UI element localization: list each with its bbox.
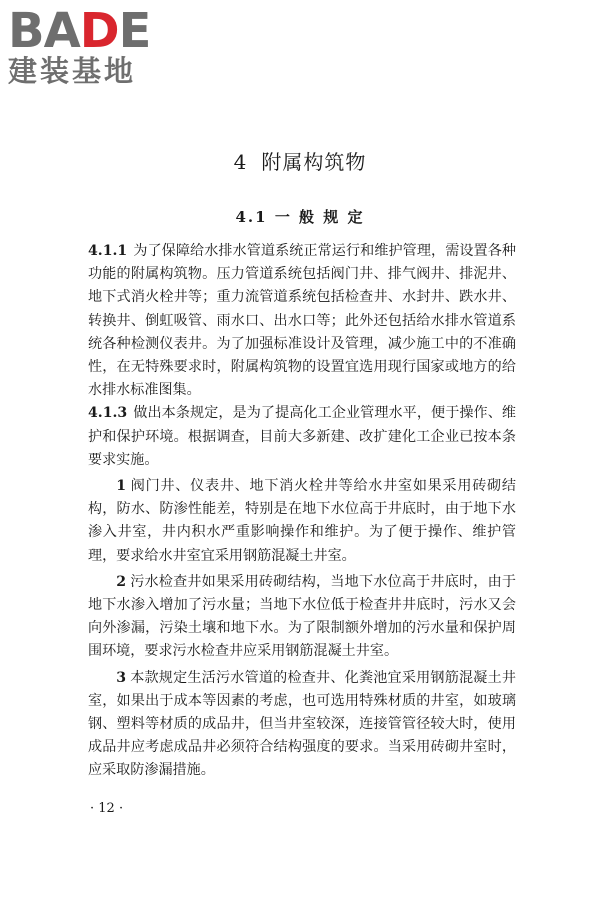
logo-wordmark-accent: D	[79, 3, 119, 59]
logo-wordmark	[8, 3, 178, 59]
item-text: 本款规定生活污水管道的检查井、化粪池宜采用钢筋混凝土井室，如果出于成本等因素的考虑，也可选用特殊材质的井室，如玻璃钢、塑料等材质的成品井，但当井室较深，连接管管径较大时，使用成品井应考虑成品井必须符合结构强度的要求。当采用砖砌井室时，应采取防渗漏措施。	[88, 669, 516, 779]
clause-text: 为了保障给水排水管道系统正常运行和维护管理，需设置各种功能的附属构筑物。压力管道系统包括阀门井、排气阀井、排泥井、地下式消火栓井等；重力流管道系统包括检查井、水封井、跌水井、转换井、倒虹吸管、雨水口、出水口等；此外还包括给水排水管道系统各种检测仪表井。为了加强标准设计及管理，减少施工中的不准确性，在无特殊要求时，附属构筑物的设置宜选用现行国家或地方的给水排水标准图集。	[88, 243, 516, 399]
page-number: · 12 ·	[90, 801, 124, 816]
clause-number: 4.1.1	[88, 243, 128, 259]
logo-wordmark-part: E	[118, 3, 151, 59]
clause-paragraph	[88, 240, 516, 402]
clause-number: 4.1.3	[88, 405, 128, 422]
item-number: 2	[116, 573, 126, 590]
section-name: 一 般 规 定	[274, 208, 365, 226]
logo-chinese-name: 建装基地	[8, 54, 137, 88]
section-title	[0, 206, 600, 228]
item-text: 阀门井、仪表井、地下消火栓井等给水井室如果采用砖砌结构，防水、防渗性能差，特别是在地下水位高于井底时，由于地下水渗入井室，井内积水严重影响操作和维护。为了便于操作、维护管理，要求给水井室宜采用钢筋混凝土井室。	[88, 478, 516, 564]
item-number: 3	[116, 669, 126, 686]
clause-paragraph	[88, 402, 516, 472]
item-paragraph	[88, 475, 516, 568]
clause-text: 做出本条规定，是为了提高化工企业管理水平，便于操作、维护和保护环境。根据调查，目前大多新建、改扩建化工企业已按本条要求实施。	[88, 405, 516, 468]
item-paragraph	[88, 667, 516, 783]
chapter-name: 附属构筑物	[261, 150, 367, 174]
publisher-logo	[8, 3, 178, 88]
section-number: 4.1	[235, 208, 268, 226]
chapter-number: 4	[233, 150, 248, 174]
document-body	[88, 240, 516, 783]
logo-wordmark-part: BA	[8, 3, 80, 59]
item-paragraph	[88, 571, 516, 664]
chapter-title	[0, 148, 600, 176]
item-text: 污水检查井如果采用砖砌结构，当地下水位高于井底时，由于地下水渗入增加了污水量；当地下水位低于检查井井底时，污水又会向外渗漏，污染土壤和地下水。为了限制额外增加的污水量和保护周围环境，要求污水检查井应采用钢筋混凝土井室。	[88, 573, 516, 660]
item-number: 1	[116, 478, 126, 495]
